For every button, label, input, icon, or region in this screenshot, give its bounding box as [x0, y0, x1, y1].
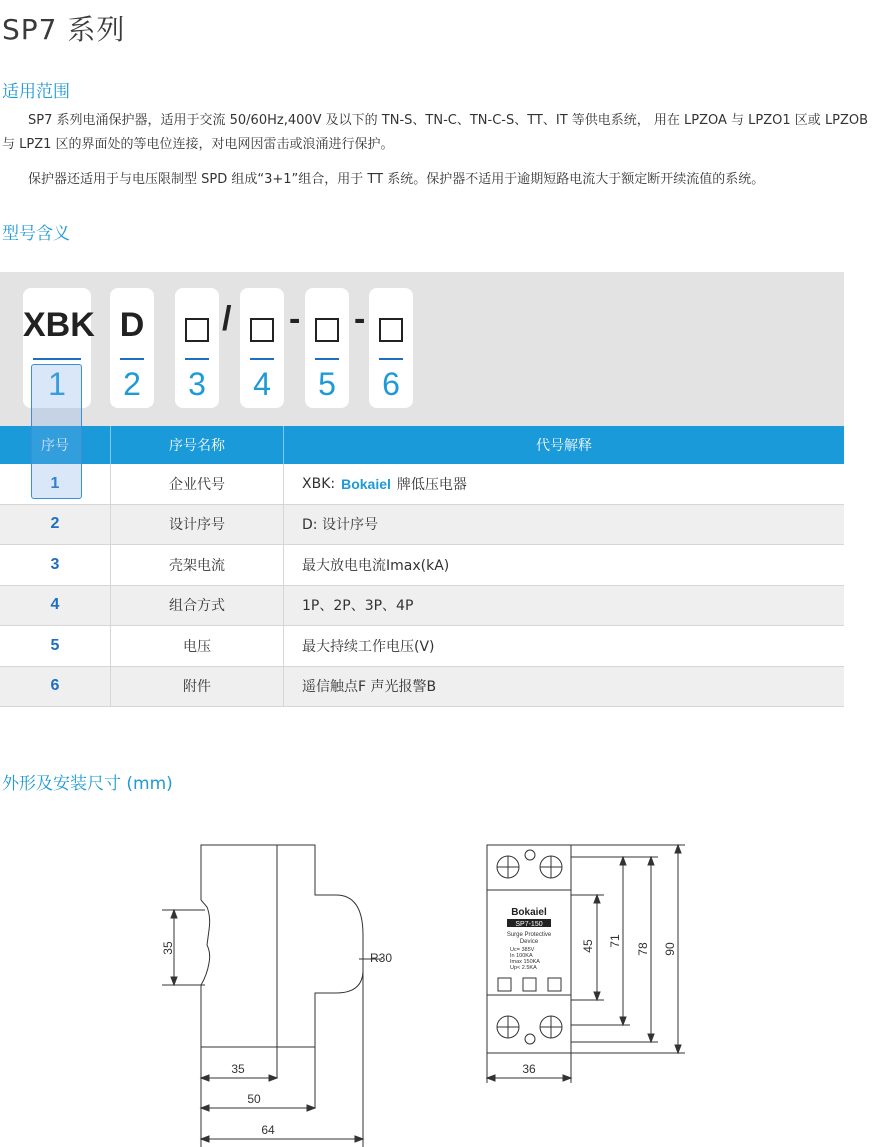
row-desc: 遥信触点F 声光报警B	[302, 679, 437, 696]
table-header	[0, 426, 844, 464]
front-device-line-1: Surge Protective	[506, 932, 552, 938]
table-row	[0, 667, 844, 708]
front-brand-label: Bokaiel	[511, 907, 547, 918]
dim-45: 45	[581, 939, 595, 953]
code-underline	[120, 358, 144, 360]
table-row	[0, 464, 844, 505]
row-name: 组合方式	[111, 586, 284, 626]
dim-36: 36	[522, 1062, 536, 1076]
table-row	[0, 586, 844, 627]
placeholder-box-icon	[315, 318, 339, 342]
row-desc-prefix: XBK:	[302, 475, 336, 492]
code-letter-xbk: XBK	[23, 306, 95, 344]
spec-imax: Imax 150KA	[510, 959, 540, 965]
front-device-line-2: Device	[519, 939, 539, 945]
model-meaning-table	[0, 426, 844, 707]
selection-highlight	[31, 364, 82, 499]
spec-in: In 100KA	[510, 953, 533, 959]
header-no: 序号	[0, 426, 111, 464]
placeholder-box-icon	[250, 318, 274, 342]
dim-radius-r30: R30	[370, 951, 393, 965]
front-view-drawing	[480, 835, 690, 1085]
table-row	[0, 626, 844, 667]
spec-up: Up< 2.5KA	[510, 965, 537, 971]
row-desc: 最大持续工作电压(V)	[302, 638, 435, 655]
code-underline	[379, 358, 403, 360]
row-no: 1	[0, 464, 111, 504]
section-heading-scope: 适用范围	[2, 82, 70, 102]
code-number-3: 3	[188, 366, 206, 402]
model-code-panel	[0, 272, 844, 426]
row-desc: 1P、2P、3P、4P	[302, 598, 414, 615]
code-separator-dash: -	[354, 300, 366, 338]
row-desc: 最大放电电流Imax(kA)	[302, 557, 450, 574]
row-name: 壳架电流	[111, 545, 284, 585]
header-desc: 代号解释	[536, 438, 592, 454]
code-underline	[185, 358, 209, 360]
row-desc: D: 设计序号	[302, 517, 378, 534]
code-number-4: 4	[253, 366, 271, 402]
row-name: 附件	[111, 667, 284, 707]
spec-uc: Uc= 385V	[510, 947, 535, 953]
front-model-label: SP7-150	[515, 921, 543, 928]
row-name: 设计序号	[111, 505, 284, 545]
code-card-6	[369, 288, 413, 408]
dim-height-35: 35	[161, 941, 175, 955]
code-number-2: 2	[123, 366, 141, 402]
code-card-4	[240, 288, 284, 408]
dim-90: 90	[663, 942, 677, 956]
placeholder-box-icon	[185, 318, 209, 342]
dim-width-50: 50	[247, 1092, 261, 1106]
code-number-5: 5	[318, 366, 336, 402]
row-no: 4	[0, 586, 111, 626]
row-no: 3	[0, 545, 111, 585]
page-title: SP7 系列	[2, 13, 126, 46]
scope-paragraph-1-line-1: SP7 系列电涌保护器，适用于交流 50/60Hz,400V 及以下的 TN-S、TN-C、TN-C-S、TT、IT 等供电系统， 用在 LPZOA 与 LPZO1 区或 LPZOB	[28, 113, 869, 128]
code-number-1: 1	[48, 366, 66, 402]
scope-paragraph-2: 保护器还适用于与电压限制型 SPD 组成“3+1”组合，用于 TT 系统。保护器不适用于逾期短路电流大于额定断开续流值的系统。	[28, 172, 765, 187]
dim-width-35: 35	[231, 1062, 245, 1076]
row-no: 5	[0, 626, 111, 666]
placeholder-box-icon	[379, 318, 403, 342]
code-underline	[33, 358, 81, 360]
code-underline	[250, 358, 274, 360]
scope-paragraph-1-line-2: 与 LPZ1 区的界面处的等电位连接，对电网因雷击或浪涌进行保护。	[2, 137, 394, 152]
dim-78: 78	[636, 942, 650, 956]
code-number-6: 6	[382, 366, 400, 402]
row-no: 2	[0, 505, 111, 545]
code-card-3	[175, 288, 219, 408]
code-card-2	[110, 288, 154, 408]
table-row	[0, 545, 844, 586]
row-desc	[284, 464, 844, 504]
code-separator-slash: /	[222, 300, 232, 338]
table-row	[0, 505, 844, 546]
dim-width-64: 64	[261, 1123, 275, 1137]
header-name: 序号名称	[111, 426, 284, 464]
row-no: 6	[0, 667, 111, 707]
code-card-5	[305, 288, 349, 408]
code-letter-d: D	[119, 306, 145, 344]
dim-71: 71	[608, 934, 622, 948]
code-separator-dash: -	[289, 300, 301, 338]
row-name: 企业代号	[111, 464, 284, 504]
row-desc-suffix: 牌低压电器	[396, 476, 467, 493]
brand-name: Bokaiel	[341, 475, 391, 492]
side-view-drawing	[150, 835, 393, 1147]
section-heading-model: 型号含义	[2, 224, 70, 244]
section-heading-dimensions: 外形及安装尺寸 (mm)	[2, 774, 173, 794]
row-name: 电压	[111, 626, 284, 666]
code-underline	[315, 358, 339, 360]
